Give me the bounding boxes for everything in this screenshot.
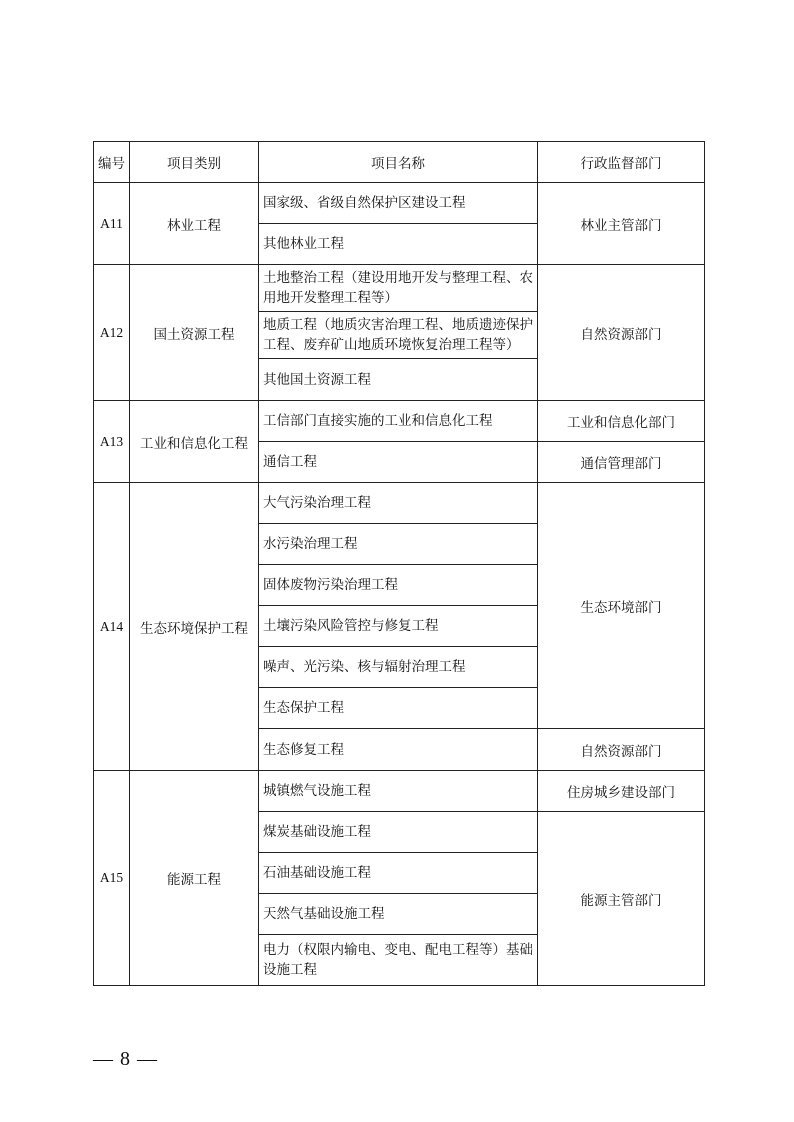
- supervising-dept: 能源主管部门: [538, 812, 705, 986]
- table-row: [94, 771, 705, 812]
- table-row: [94, 483, 705, 524]
- project-name: 地质工程（地质灾害治理工程、地质遗迹保护工程、废弃矿山地质环境恢复治理工程等）: [259, 312, 538, 359]
- table-row: [94, 265, 705, 312]
- project-name: 国家级、省级自然保护区建设工程: [259, 183, 538, 224]
- supervising-dept: 通信管理部门: [538, 442, 705, 483]
- group-code: A12: [94, 265, 130, 401]
- project-name: 土地整治工程（建设用地开发与整理工程、农用地开发整理工程等）: [259, 265, 538, 312]
- header-dept: 行政监督部门: [538, 142, 705, 183]
- page-number: — 8 —: [93, 1048, 158, 1070]
- project-name: 固体废物污染治理工程: [259, 565, 538, 606]
- group-category: 能源工程: [130, 771, 259, 986]
- header-category: 项目类别: [130, 142, 259, 183]
- project-name: 工信部门直接实施的工业和信息化工程: [259, 401, 538, 442]
- supervising-dept: 工业和信息化部门: [538, 401, 705, 442]
- project-name: 石油基础设施工程: [259, 853, 538, 894]
- project-name: 通信工程: [259, 442, 538, 483]
- project-name: 噪声、光污染、核与辐射治理工程: [259, 647, 538, 688]
- table-row: [94, 401, 705, 442]
- project-name: 煤炭基础设施工程: [259, 812, 538, 853]
- supervising-dept: 自然资源部门: [538, 729, 705, 771]
- group-code: A13: [94, 401, 130, 483]
- project-name: 土壤污染风险管控与修复工程: [259, 606, 538, 647]
- project-table: [93, 141, 705, 986]
- group-code: A11: [94, 183, 130, 265]
- table-row: [94, 183, 705, 224]
- project-name: 生态保护工程: [259, 688, 538, 729]
- supervising-dept: 林业主管部门: [538, 183, 705, 265]
- supervising-dept: 生态环境部门: [538, 483, 705, 729]
- group-category: 工业和信息化工程: [130, 401, 259, 483]
- group-code: A14: [94, 483, 130, 771]
- project-name: 大气污染治理工程: [259, 483, 538, 524]
- group-category: 国土资源工程: [130, 265, 259, 401]
- supervising-dept: 自然资源部门: [538, 265, 705, 401]
- project-name: 城镇燃气设施工程: [259, 771, 538, 812]
- project-name: 水污染治理工程: [259, 524, 538, 565]
- project-name: 其他林业工程: [259, 224, 538, 265]
- group-category: 生态环境保护工程: [130, 483, 259, 771]
- header-name: 项目名称: [259, 142, 538, 183]
- project-name: 生态修复工程: [259, 729, 538, 771]
- project-name: 电力（权限内输电、变电、配电工程等）基础设施工程: [259, 935, 538, 986]
- header-code: 编号: [94, 142, 130, 183]
- group-code: A15: [94, 771, 130, 986]
- table-header-row: [94, 142, 705, 183]
- project-name: 其他国土资源工程: [259, 359, 538, 401]
- group-category: 林业工程: [130, 183, 259, 265]
- supervising-dept: 住房城乡建设部门: [538, 771, 705, 812]
- project-name: 天然气基础设施工程: [259, 894, 538, 935]
